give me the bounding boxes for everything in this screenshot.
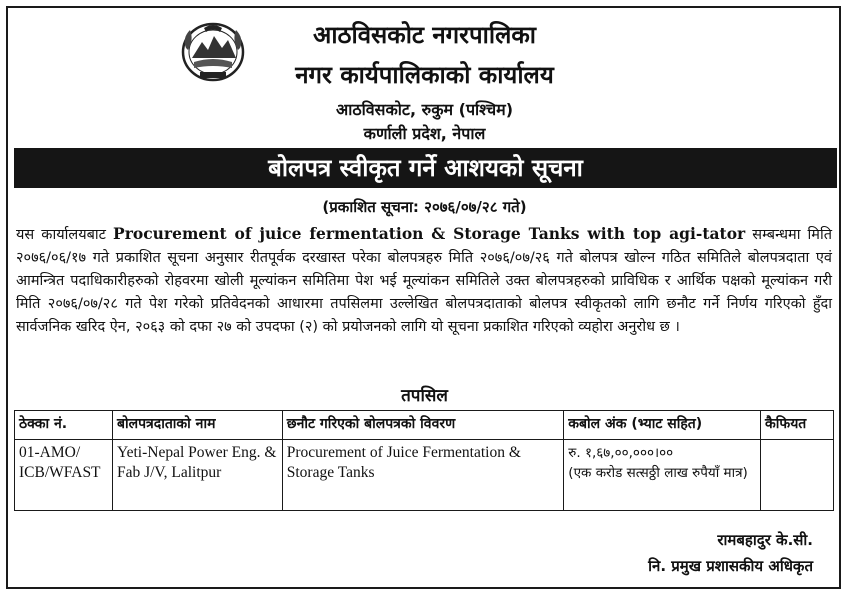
project-name: Procurement of juice fermentation & Storage Tanks with top agi-tator	[113, 224, 746, 243]
schedule-table	[14, 410, 834, 511]
org-name: आठविसकोट नगरपालिका	[313, 21, 536, 49]
cell-description: Procurement of Juice Fermentation & Storage Tanks	[282, 440, 564, 511]
column-header-description: छनौट गरिएको बोलपत्रको विवरण	[282, 411, 564, 440]
body-prefix: यस कार्यालयबाट	[16, 227, 114, 243]
notice-body	[16, 222, 832, 339]
published-date: (प्रकाशित सूचना: २०७६/०७/२८ गते)	[322, 198, 527, 216]
column-header-bidder: बोलपत्रदाताको नाम	[112, 411, 282, 440]
cell-remarks	[761, 440, 834, 511]
cell-contract-no: 01-AMO/ ICB/WFAST	[15, 440, 113, 511]
amount-words: (एक करोड सत्सठ्ठी लाख रुपैयाँ मात्र)	[568, 465, 748, 481]
column-header-amount: कबोल अंक (भ्याट सहित)	[564, 411, 761, 440]
table-header-row	[15, 411, 834, 440]
signatory-name: रामबहादुर के.सी.	[717, 531, 813, 549]
amount-figure: रु. १,६७,००,०००।००	[568, 445, 674, 461]
cell-amount	[564, 440, 761, 511]
column-header-remarks: कैफियत	[761, 411, 834, 440]
schedule-title: तपसिल	[401, 386, 448, 406]
cell-bidder: Yeti-Nepal Power Eng. & Fab J/V, Lalitpur	[112, 440, 282, 511]
body-suffix: सम्बन्धमा मिति २०७६/०६/१७ गते प्रकाशित सूचना अनुसार रीतपूर्वक दरखास्त परेका बोलपत्रहरु मिति २०७६/०७/२६ गते बोलपत्र खोल्न गठित समितिले बोलपत्रदाता एवं आमन्त्रित पदाधिकारीहरुको रोहवरमा खोली मूल्यांकन समितिमा पेश भई मूल्यांकन समितिले उक्त बोलपत्रहरुको प्राविधिक र आर्थिक पक्षको मूल्यांकन गरी मिति २०७६/०७/२८ गते पेश गरेको प्रतिवेदनको आधारमा तपसिलमा उल्लेखित बोलपत्रदाताको बोलपत्र स्वीकृतको लागि छनौट गर्ने निर्णय गरिएको हुँदा सार्वजनिक खरिद ऐन, २०६३ को दफा २७ को उपदफा (२) को प्रयोजनको लागि यो सूचना प्रकाशित गरिएको व्यहोरा अनुरोध छ ।	[16, 227, 832, 335]
province: कर्णाली प्रदेश, नेपाल	[363, 124, 486, 143]
signatory-designation: नि. प्रमुख प्रशासकीय अधिकृत	[648, 557, 813, 575]
office-name: नगर कार्यपालिकाको कार्यालय	[295, 61, 554, 89]
address: आठविसकोट, रुकुम (पश्चिम)	[335, 100, 514, 119]
notice-title-banner: बोलपत्र स्वीकृत गर्ने आशयको सूचना	[14, 148, 837, 188]
table-row	[15, 440, 834, 511]
column-header-contract-no: ठेक्का नं.	[15, 411, 113, 440]
